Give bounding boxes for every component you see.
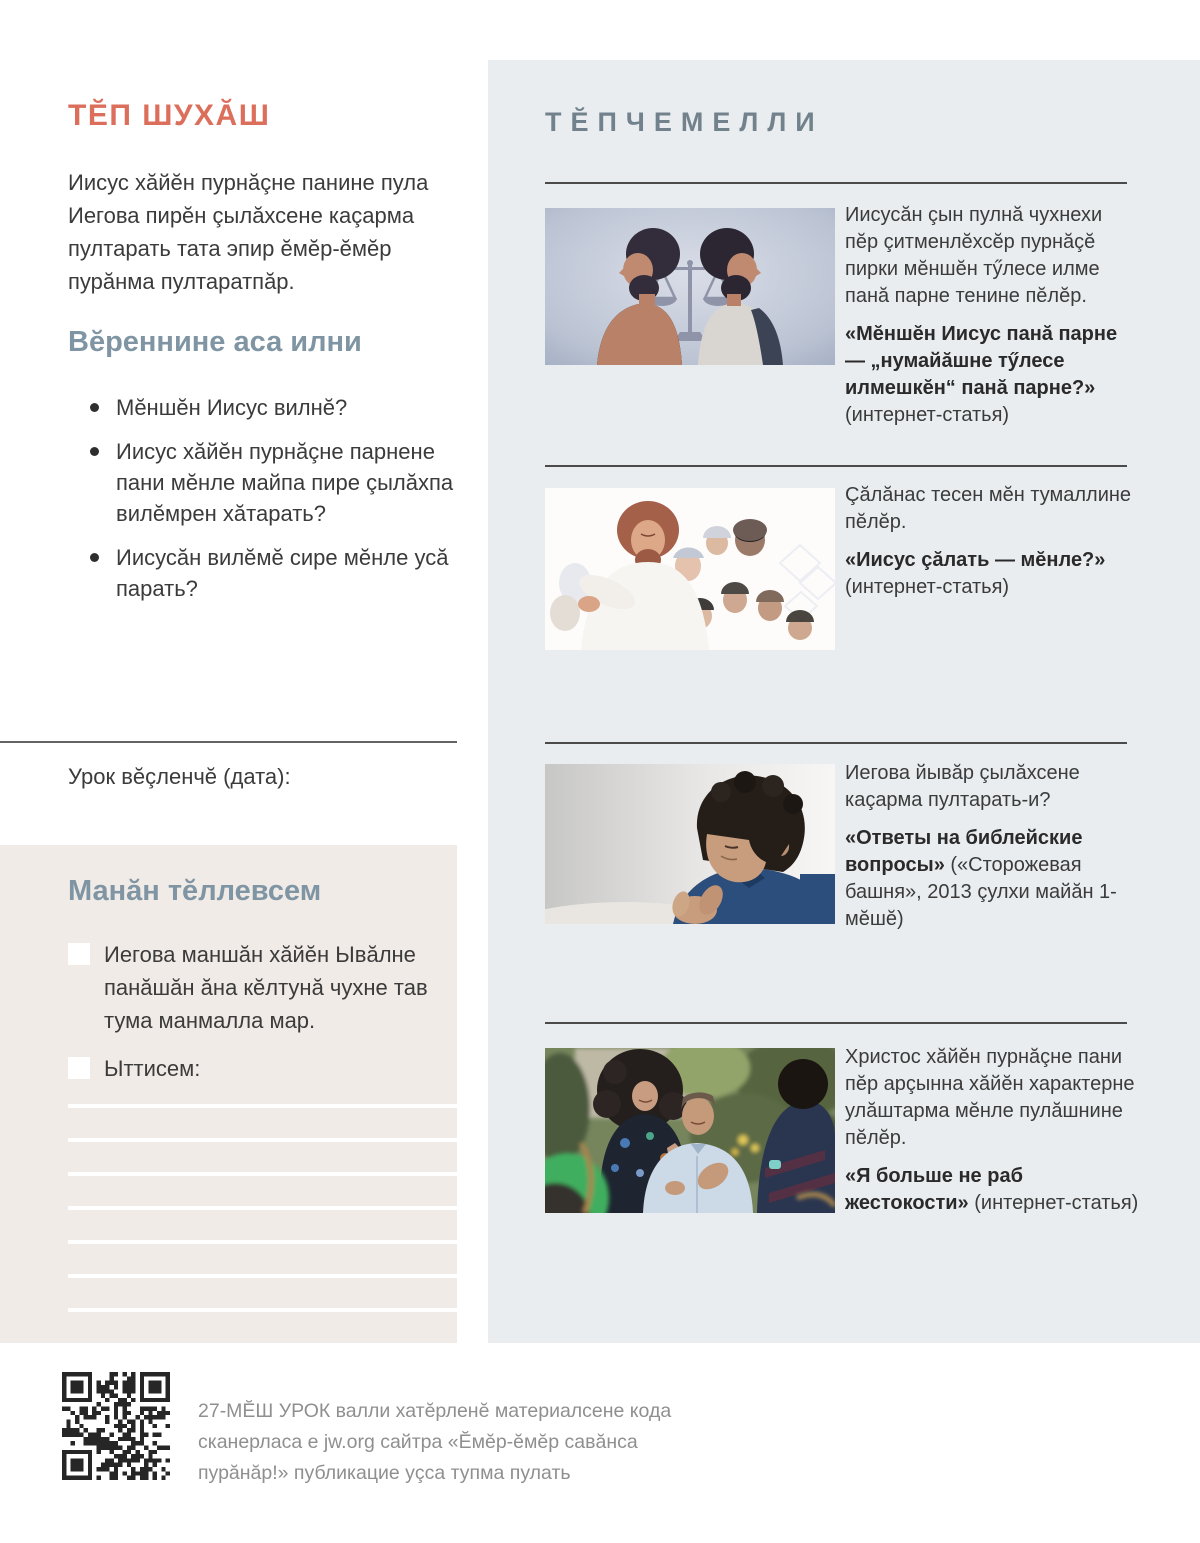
entry-3 [845,760,1139,933]
my-goals-title: Манăн тĕллевсем [68,875,322,907]
entry-1 [845,202,1139,429]
main-idea-title: ТĔП ШУХĂШ [68,99,271,132]
illustration-jesus-crowd [545,488,835,650]
panel-title: ТĔПЧЕМЕЛЛИ [545,107,824,137]
qr-caption: 27-МĔШ УРОК валли хатĕрленĕ материалсене кода сканерласа е jw.org сайтра «Ĕмĕр-ĕмĕр савăнса пурăнăр!» публикацие уçса тупма пулать [198,1400,672,1484]
divider [545,465,1127,467]
entry-description: Иегова йывăр çылăхсене каçарма пултарать-и? [845,762,1080,811]
entry-source: (интернет-статья) [845,404,1010,426]
writing-line [68,1172,457,1176]
lesson-completed-date-label: Урок вĕçленчĕ (дата): [68,764,291,789]
entry-article-title: «Мĕншĕн Иисус панă парне — „нумайăшне тӳлесе илмешкĕн“ панă парне?» [845,323,1118,399]
review-question: Иисус хăйĕн пурнăçне парнене пани мĕнле майпа пире çылăхпа вилĕмрен хăтарать? [90,436,468,529]
checkbox-icon [68,1057,90,1079]
review-question: Иисусăн вилĕмĕ сире мĕнле усă парать? [90,542,468,604]
main-idea-body: Иисус хăйĕн пурнăçне панине пула Иегова пирĕн çылăхсене каçарма пултарать тата эпир ĕмĕр-ĕмĕр пурăнма пултаратпăр. [68,170,429,294]
divider [0,741,457,743]
writing-line [68,1308,457,1312]
goal-item-label: Иегова маншăн хăйĕн Ывăлне панăшăн ăна кĕлтунă чухне тав тума манмалла мар. [104,942,428,1033]
checkbox-icon [68,943,90,965]
writing-line [68,1240,457,1244]
entry-source: («Сторожевая башня», 2013 çулхи майăн 1-мĕшĕ) [845,854,1117,930]
review-question: Мĕншĕн Иисус вилнĕ? [90,392,468,423]
entry-description: Иисусăн çын пулнă чухнехи пĕр çитменлĕхсĕр пурнăçĕ пирки мĕншĕн тӳлесе илме панă парне тенине пĕлĕр. [845,204,1103,307]
illustration-man-praying [545,764,835,924]
goal-item [68,1052,434,1085]
entry-2 [845,482,1139,601]
entry-description: Христос хăйĕн пурнăçне пани пĕр арçынна хăйĕн характерне улăштарма мĕнле пулăшнине пĕлĕр. [845,1046,1135,1149]
my-goals-box [0,845,457,1343]
illustration-adam-jesus-scales [545,208,835,365]
study-materials-panel [488,60,1200,1343]
divider [545,742,1127,744]
writing-line [68,1104,457,1108]
entry-article-title: «Ответы на библейские вопросы» [845,827,1083,876]
divider [545,1022,1127,1024]
divider [545,182,1127,184]
entry-4 [845,1044,1139,1217]
illustration-garden-conversation [545,1048,835,1213]
review-section-title: Вĕреннине аса илни [68,326,362,358]
entry-source: (интернет-статья) [974,1192,1139,1214]
writing-line [68,1206,457,1210]
entry-article-title: «Иисус çăлать — мĕнле?» [845,549,1106,571]
writing-line [68,1274,457,1278]
entry-description: Çăлăнас тесен мĕн тумаллине пĕлĕр. [845,484,1132,533]
entry-article-title: «Я больше не раб жестокости» [845,1165,1023,1214]
goal-item-label: Ыттисем: [104,1056,201,1081]
entry-source: (интернет-статья) [845,576,1010,598]
qr-code [62,1372,170,1480]
goal-item [68,938,434,1037]
review-question-list [90,392,468,617]
writing-line [68,1138,457,1142]
